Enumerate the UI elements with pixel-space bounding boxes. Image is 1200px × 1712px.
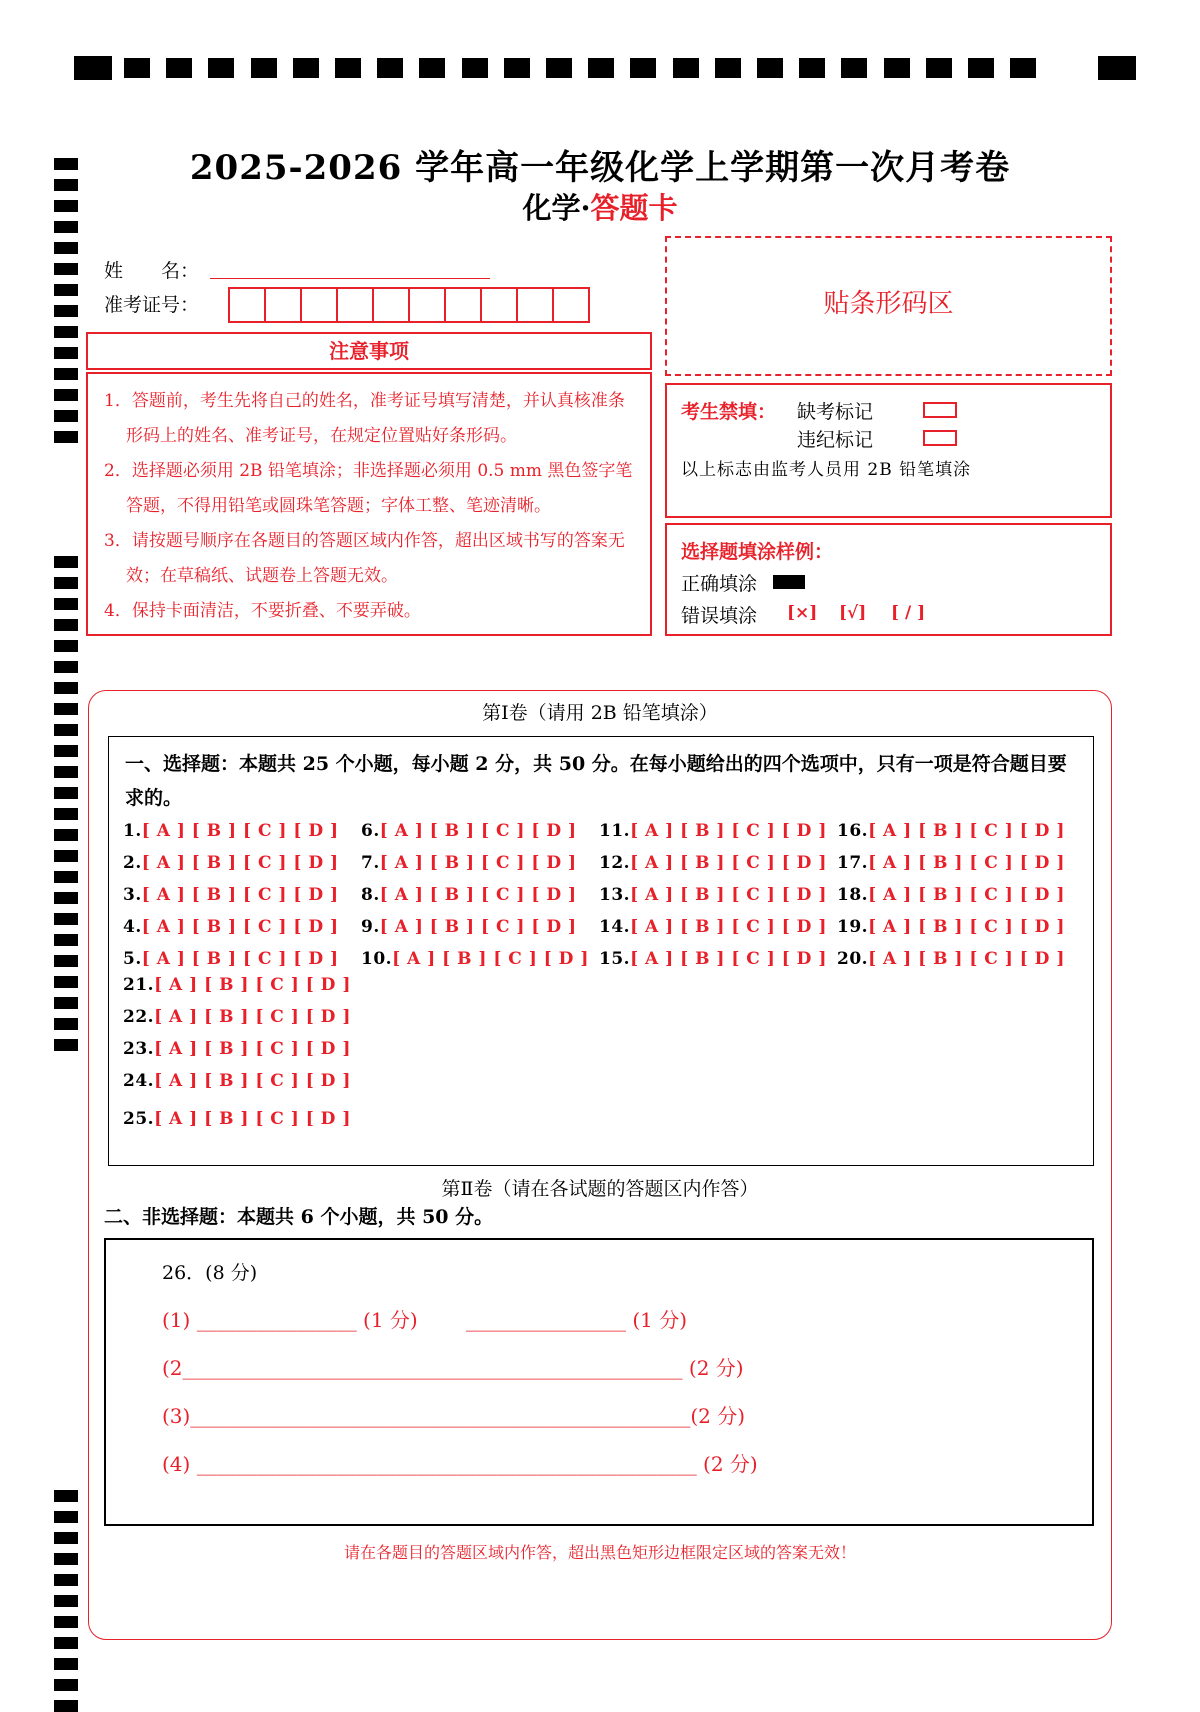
timing-mark [54,913,78,925]
choice-question-15[interactable] [599,949,827,969]
question-number: 12. [599,853,631,873]
question-number: 17. [837,853,869,873]
timing-mark [54,1679,78,1691]
answer-options[interactable]: [ A ] [ B ] [ C ] [ D ] [630,885,827,905]
timing-mark [673,58,699,78]
timing-mark [462,58,488,78]
choice-question-21[interactable] [123,975,351,995]
timing-mark [54,1616,78,1628]
answer-options[interactable]: [ A ] [ B ] [ C ] [ D ] [154,1007,351,1027]
timing-mark [54,305,78,317]
q26-part3-line[interactable]: (3)__________________________________________________(2 分) [162,1404,746,1428]
question-number: 22. [123,1007,155,1027]
answer-options[interactable]: [ A ] [ B ] [ C ] [ D ] [154,1039,351,1059]
choice-question-25[interactable] [123,1109,351,1129]
question-number: 13. [599,885,631,905]
exam-id-digit-box[interactable] [408,287,446,323]
notice-item: 2．选择题必须用 2B 铅笔填涂；非选择题必须用 0.5 mm 黑色签字笔答题，不得用铅笔或圆珠笔答题；字体工整、笔迹清晰。 [104,461,633,516]
answer-options[interactable]: [ A ] [ B ] [ C ] [ D ] [154,1071,351,1091]
timing-mark [54,410,78,422]
timing-mark [251,58,277,78]
timing-mark [54,745,78,757]
wrong-fill-label: 错误填涂 [681,605,758,627]
timing-mark [54,829,78,841]
top-timing-marks [74,56,1136,80]
choice-question-6[interactable] [361,821,577,841]
choice-question-24[interactable] [123,1071,351,1091]
fill-sample-box [665,523,1112,636]
violation-mark-box[interactable] [923,430,957,446]
timing-mark [588,58,614,78]
answer-options[interactable]: [ A ] [ B ] [ C ] [ D ] [154,1109,351,1129]
timing-mark [799,58,825,78]
timing-mark [54,347,78,359]
question-number: 19. [837,917,869,937]
answer-options[interactable]: [ A ] [ B ] [ C ] [ D ] [630,949,827,969]
timing-mark [757,58,783,78]
question-number: 6. [361,821,380,841]
question-number: 2. [123,853,142,873]
page-title: 2025-2026 学年高一年级化学上学期第一次月考卷 [189,148,1011,188]
exam-id-digit-box[interactable] [264,287,302,323]
question-number: 21. [123,975,155,995]
choice-instructions: 一、选择题：本题共 25 个小题，每小题 2 分，共 50 分。在每小题给出的四个选项中，只有一项是符合题目要求的。 [125,753,1067,809]
exam-id-digit-box[interactable] [336,287,374,323]
answer-options[interactable]: [ A ] [ B ] [ C ] [ D ] [379,917,577,937]
exam-id-boxes[interactable] [230,287,590,323]
absent-mark-box[interactable] [923,402,957,418]
exam-id-digit-box[interactable] [228,287,266,323]
timing-mark [54,389,78,401]
choice-question-8[interactable] [361,885,577,905]
question-number: 20. [837,949,869,969]
choice-question-1[interactable] [123,821,339,841]
choice-question-14[interactable] [599,917,827,937]
name-field[interactable] [210,278,490,279]
timing-mark [54,368,78,380]
q26-part2-line[interactable]: (2__________________________________________________ (2 分) [162,1356,744,1380]
question-number: 11. [599,821,631,841]
timing-mark [54,871,78,883]
subtitle-subject: 化学· [522,191,591,225]
timing-mark [377,58,403,78]
timing-mark [54,724,78,736]
timing-mark [54,1018,78,1030]
choice-question-9[interactable] [361,917,577,937]
answer-options[interactable]: [ A ] [ B ] [ C ] [ D ] [868,853,1065,873]
answer-options[interactable]: [ A ] [ B ] [ C ] [ D ] [630,821,827,841]
timing-mark [54,598,78,610]
answer-options[interactable]: [ A ] [ B ] [ C ] [ D ] [868,917,1065,937]
exam-id-digit-box[interactable] [444,287,482,323]
timing-mark [54,892,78,904]
timing-mark [54,976,78,988]
examiner-only-box [665,383,1112,518]
timing-mark [54,955,78,967]
timing-mark [630,58,656,78]
choice-question-12[interactable] [599,853,827,873]
timing-mark [715,58,741,78]
timing-mark [54,1658,78,1670]
subtitle-answer-card: 答题卡 [590,191,678,225]
question-number: 24. [123,1071,155,1091]
timing-mark [54,1595,78,1607]
question-number: 8. [361,885,380,905]
answer-options[interactable]: [ A ] [ B ] [ C ] [ D ] [868,949,1065,969]
answer-options[interactable]: [ A ] [ B ] [ C ] [ D ] [379,821,577,841]
question-number: 15. [599,949,631,969]
timing-mark [54,263,78,275]
timing-mark [1098,56,1136,80]
wrong-fill-cross: [×] [787,603,818,623]
timing-mark [54,1700,78,1712]
timing-mark [124,58,150,78]
answer-options[interactable]: [ A ] [ B ] [ C ] [ D ] [379,853,577,873]
timing-mark [54,619,78,631]
question-number: 23. [123,1039,155,1059]
timing-mark [74,56,112,80]
barcode-area: 贴条形码区 [665,236,1112,376]
name-label: 姓 名： [104,260,200,282]
notice-item: 3．请按题号顺序在各题目的答题区域内作答，超出区域书写的答案无效；在草稿纸、试题卷上答题无效。 [104,531,625,586]
timing-mark [335,58,361,78]
fill-sample-title: 选择题填涂样例： [681,541,834,563]
examiner-note: 以上标志由监考人员用 2B 铅笔填涂 [681,460,972,480]
notice-body [86,372,652,636]
answer-options[interactable]: [ A ] [ B ] [ C ] [ D ] [392,949,589,969]
timing-mark [54,1574,78,1586]
choice-question-23[interactable] [123,1039,351,1059]
timing-mark [1010,58,1036,78]
question-number: 18. [837,885,869,905]
timing-mark [54,577,78,589]
question-number: 9. [361,917,380,937]
choice-question-20[interactable] [837,949,1065,969]
notice-item: 1．答题前，考生先将自己的姓名，准考证号填写清楚，并认真核准条形码上的姓名、准考证号，在规定位置贴好条形码。 [104,391,625,446]
absent-mark-label: 缺考标记 [797,401,874,423]
question-number: 25. [123,1109,155,1129]
timing-mark [54,1490,78,1502]
timing-mark [166,58,192,78]
timing-mark [208,58,234,78]
answer-options[interactable]: [ A ] [ B ] [ C ] [ D ] [154,975,351,995]
exam-id-digit-box[interactable] [372,287,410,323]
correct-fill-label: 正确填涂 [681,573,758,595]
question-number: 14. [599,917,631,937]
violation-mark-label: 违纪标记 [797,429,874,451]
timing-mark [884,58,910,78]
timing-mark [54,556,78,568]
timing-mark [54,326,78,338]
exam-id-digit-box[interactable] [300,287,338,323]
timing-mark [926,58,952,78]
question-number: 7. [361,853,380,873]
choice-question-22[interactable] [123,1007,351,1027]
timing-mark [546,58,572,78]
timing-mark [293,58,319,78]
choice-question-10[interactable] [361,949,589,969]
timing-mark [54,997,78,1009]
timing-mark [54,787,78,799]
answer-options[interactable]: [ A ] [ B ] [ C ] [ D ] [379,885,577,905]
answer-options[interactable]: [ A ] [ B ] [ C ] [ D ] [141,917,339,937]
timing-mark [968,58,994,78]
notice-item: 4．保持卡面清洁，不要折叠、不要弄破。 [104,601,421,621]
timing-mark [54,242,78,254]
question-number: 4. [123,917,142,937]
page-subtitle [0,186,1200,227]
timing-mark [504,58,530,78]
timing-mark [54,661,78,673]
choice-question-7[interactable] [361,853,577,873]
choice-question-16[interactable] [837,821,1065,841]
choice-question-18[interactable] [837,885,1065,905]
part1-heading: 第Ⅰ卷（请用 2B 铅笔填涂） [482,702,718,724]
timing-mark [841,58,867,78]
notice-title: 注意事项 [86,332,652,370]
choice-question-4[interactable] [123,917,339,937]
part2-heading: 第Ⅱ卷（请在各试题的答题区内作答） [441,1178,759,1200]
timing-mark [54,934,78,946]
q26-part1-line-a[interactable]: (1) ________________ (1 分) [162,1308,418,1332]
answer-options[interactable]: [ A ] [ B ] [ C ] [ D ] [141,821,339,841]
timing-mark [54,682,78,694]
q26-title: 26．(8 分) [162,1262,258,1284]
examiner-only-title: 考生禁填： [681,401,777,423]
choice-section-box [108,736,1094,1166]
question-number: 3. [123,885,142,905]
answer-options[interactable]: [ A ] [ B ] [ C ] [ D ] [141,853,339,873]
question-number: 16. [837,821,869,841]
footer-warning: 请在各题目的答题区域内作答，超出黑色矩形边框限定区域的答案无效！ [343,1543,856,1562]
q26-part1-line-b[interactable]: ________________ (1 分) [466,1308,688,1332]
answer-options[interactable]: [ A ] [ B ] [ C ] [ D ] [868,821,1065,841]
timing-mark [54,284,78,296]
timing-mark [54,640,78,652]
timing-mark [54,1511,78,1523]
question-number: 5. [123,949,142,969]
choice-question-11[interactable] [599,821,827,841]
q26-part4-line[interactable]: (4) __________________________________________________ (2 分) [162,1452,758,1476]
choice-question-19[interactable] [837,917,1065,937]
choice-question-2[interactable] [123,853,339,873]
q26-answer-box[interactable] [104,1238,1094,1526]
choice-question-17[interactable] [837,853,1065,873]
answer-options[interactable]: [ A ] [ B ] [ C ] [ D ] [630,853,827,873]
timing-mark [419,58,445,78]
exam-id-digit-box[interactable] [480,287,518,323]
answer-options[interactable]: [ A ] [ B ] [ C ] [ D ] [141,885,339,905]
wrong-fill-slash: [ / ] [891,603,926,623]
question-number: 10. [361,949,393,969]
timing-mark [54,766,78,778]
choice-question-13[interactable] [599,885,827,905]
exam-id-digit-box[interactable] [516,287,554,323]
choice-question-3[interactable] [123,885,339,905]
wrong-fill-check: [√] [839,603,867,623]
timing-mark [54,808,78,820]
question-number: 1. [123,821,142,841]
exam-id-label: 准考证号： [104,294,200,316]
choice-question-5[interactable] [123,949,339,969]
timing-mark [54,1637,78,1649]
answer-options[interactable]: [ A ] [ B ] [ C ] [ D ] [630,917,827,937]
answer-options[interactable]: [ A ] [ B ] [ C ] [ D ] [868,885,1065,905]
timing-mark [54,1039,78,1051]
answer-options[interactable]: [ A ] [ B ] [ C ] [ D ] [141,949,339,969]
timing-mark [54,850,78,862]
correct-fill-mark [773,575,805,589]
part2-instructions: 二、非选择题：本题共 6 个小题，共 50 分。 [104,1206,494,1228]
timing-mark [54,431,78,443]
exam-id-digit-box[interactable] [552,287,590,323]
